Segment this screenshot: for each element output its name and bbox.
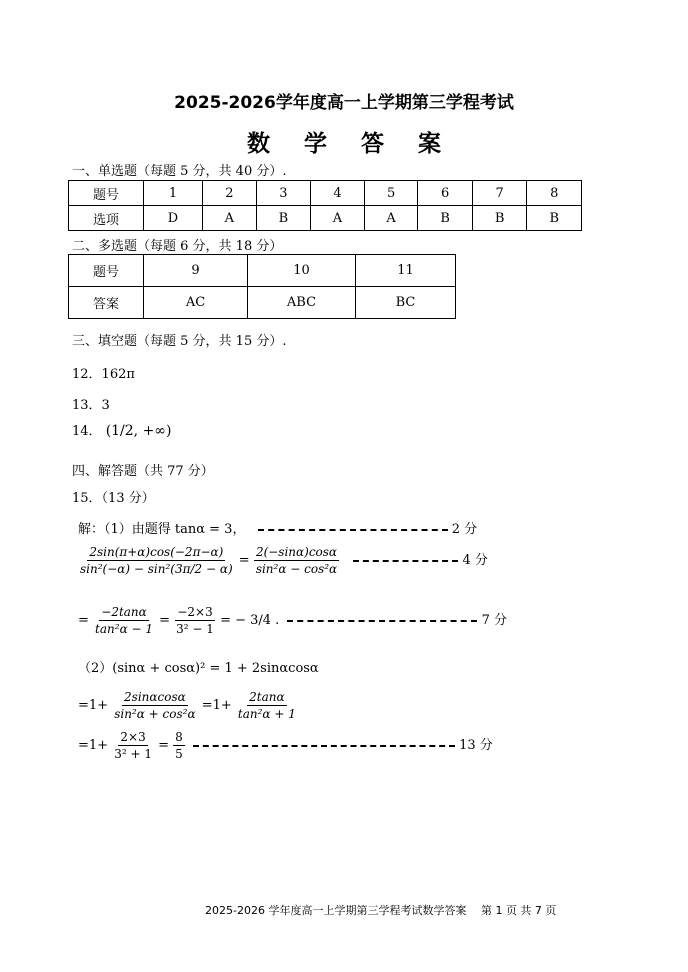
fraction <box>78 545 235 576</box>
fraction-denominator: tan²α + 1 <box>237 707 296 721</box>
fraction <box>173 730 185 761</box>
table-cell: 2 <box>203 181 257 206</box>
dash-leader <box>353 560 458 562</box>
fraction <box>112 730 154 761</box>
table-row <box>69 255 456 287</box>
table-cell: D <box>144 206 203 231</box>
answer-12: 12．162π <box>72 367 135 382</box>
step-3-points: 7 分 <box>481 613 508 628</box>
fraction-numerator: 2(−sinα)cosα <box>255 545 338 559</box>
equals-sign: = <box>159 613 171 628</box>
fraction <box>112 690 197 721</box>
table-cell: A <box>364 206 418 231</box>
fraction-numerator: 2sinαcosα <box>124 690 186 704</box>
fraction-numerator: 2tanα <box>249 690 285 704</box>
single-choice-table <box>68 180 582 231</box>
table-cell: B <box>527 206 582 231</box>
fraction <box>254 545 339 576</box>
section1-heading: 一、单选题（每题 5 分，共 40 分）. <box>72 164 287 179</box>
table-cell: B <box>256 206 311 231</box>
table-cell: ABC <box>248 287 356 319</box>
table-cell: 4 <box>311 181 365 206</box>
dash-leader <box>193 745 455 747</box>
dash-leader <box>258 529 448 531</box>
table-cell: 11 <box>356 255 456 287</box>
table-cell: 5 <box>364 181 418 206</box>
fraction-numerator: 2sin(π+α)cos(−2π−α) <box>89 545 224 559</box>
fraction-denominator: 3² + 1 <box>114 747 152 761</box>
fraction-numerator: −2tanα <box>101 605 147 619</box>
step-2-points: 4 分 <box>462 553 488 568</box>
table-cell: A <box>203 206 257 231</box>
answer-13: 13．3 <box>72 398 110 413</box>
table-cell: 1 <box>144 181 203 206</box>
page-title: 2025-2026学年度高一上学期第三学程考试 <box>174 93 514 113</box>
table-cell: 3 <box>256 181 311 206</box>
step-3-result: = − 3/4 . <box>220 613 280 628</box>
multi-choice-table <box>68 254 456 319</box>
fraction-denominator: tan²α − 1 <box>95 622 153 636</box>
table-cell: 9 <box>144 255 248 287</box>
table-cell: 8 <box>527 181 582 206</box>
row-label: 选项 <box>69 206 144 231</box>
equals-sign: =1+ <box>78 738 109 753</box>
fraction <box>93 605 155 636</box>
table-row <box>69 181 582 206</box>
part-2: （2）(sinα + cosα)² = 1 + 2sinαcosα <box>78 661 319 676</box>
answer-14-number: 14． <box>72 424 102 439</box>
section4-heading: 四、解答题（共 77 分） <box>72 464 214 479</box>
fraction-numerator: −2×3 <box>177 605 213 619</box>
equals-sign: =1+ <box>78 698 109 713</box>
table-cell: 10 <box>248 255 356 287</box>
table-cell: AC <box>144 287 248 319</box>
table-cell: B <box>418 206 473 231</box>
equals-sign: = <box>78 613 89 628</box>
section3-heading: 三、填空题（每题 5 分，共 15 分）. <box>72 334 287 349</box>
dash-leader <box>287 620 477 622</box>
row-label: 答案 <box>69 287 144 319</box>
fraction-numerator: 8 <box>175 730 183 744</box>
table-cell: B <box>472 206 527 231</box>
step-1-text: 解：（1）由题得 tanα = 3， <box>78 522 246 537</box>
table-cell: 7 <box>472 181 527 206</box>
fraction-denominator: sin²α − cos²α <box>255 562 338 576</box>
table-cell: BC <box>356 287 456 319</box>
equals-sign: = <box>238 553 250 568</box>
section2-heading: 二、多选题（每题 6 分，共 18 分） <box>72 239 283 254</box>
step-2 <box>78 545 488 576</box>
fraction-denominator: sin²(−α) − sin²(3π/2 − α) <box>80 562 233 576</box>
equals-sign: = <box>158 738 170 753</box>
fraction <box>236 690 298 721</box>
part-2-step-2 <box>78 730 493 761</box>
page-subtitle: 数学答案 <box>247 131 475 157</box>
answer-14 <box>72 420 171 439</box>
table-row <box>69 206 582 231</box>
question-15-title: 15．（13 分） <box>72 491 155 506</box>
table-row <box>69 287 456 319</box>
page-footer: 2025-2026 学年度高一上学期第三学程考试数学答案 第 1 页 共 7 页 <box>205 904 557 917</box>
fraction-numerator: 2×3 <box>120 730 146 744</box>
equals-sign: =1+ <box>201 698 232 713</box>
answer-14-value: (1/2, +∞) <box>105 423 172 439</box>
fraction-denominator: sin²α + cos²α <box>114 707 196 721</box>
row-label: 题号 <box>69 181 144 206</box>
part-2-step-1 <box>78 690 298 721</box>
step-3 <box>78 605 507 636</box>
row-label: 题号 <box>69 255 144 287</box>
fraction-denominator: 5 <box>175 747 183 761</box>
fraction-denominator: 3² − 1 <box>176 622 214 636</box>
part-2-points: 13 分 <box>459 738 493 753</box>
fraction <box>174 605 216 636</box>
step-1-points: 2 分 <box>451 522 478 537</box>
table-cell: A <box>311 206 365 231</box>
step-1 <box>78 518 477 537</box>
table-cell: 6 <box>418 181 473 206</box>
